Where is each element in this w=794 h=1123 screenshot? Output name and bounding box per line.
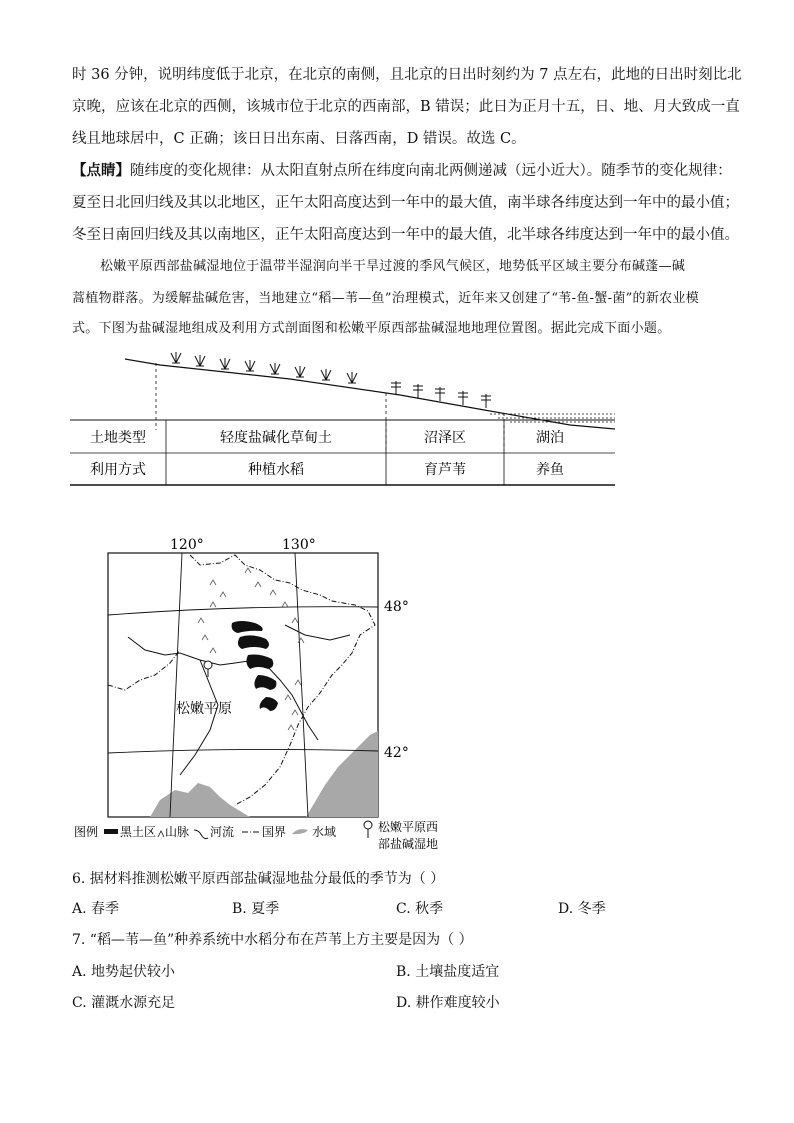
rice-plants-icon: [171, 352, 357, 383]
legend-black-soil-swatch: [104, 829, 118, 834]
solution-line-1: 时 36 分钟，说明纬度低于北京，在北京的南侧，且北京的日出时刻约为 7 点左右，此地的日出时刻比北: [72, 67, 742, 83]
reed-plants-icon: [391, 381, 491, 408]
row1-header: 土地类型: [90, 430, 146, 446]
plain-label: 松嫩平原: [176, 701, 232, 717]
lake-water-lines: [490, 414, 615, 422]
question-6-stem: 6. 据材料推测松嫩平原西部盐碱湿地盐分最低的季节为（ ）: [72, 871, 445, 887]
tip-line-1-text: 随纬度的变化规律：从太阳直射点所在纬度向南北两侧递减（远小近大）。随季节的变化规律：: [130, 163, 732, 179]
legend-black-soil: 黑土区: [120, 825, 157, 839]
legend-wetland-line2: 部盐碱湿地: [378, 837, 439, 851]
q6-option-d[interactable]: D. 冬季: [558, 901, 606, 917]
legend-mountain-icon: [158, 831, 164, 837]
solution-line-2: 京晚，应该在北京的西侧，该城市位于北京的西南部，B 错误；此日为正月十五，日、地、月大致成一直: [72, 99, 740, 115]
intro-line-3: 式。下图为盐碱湿地组成及利用方式剖面图和松嫩平原西部盐碱湿地地理位置图。据此完成下面小题。: [72, 321, 671, 336]
wetland-profile-diagram: [70, 345, 620, 525]
intro-line-2: 蒿植物群落。为缓解盐碱危害，当地建立“稻—苇—鱼”治理模式，近年来又创建了“苇-鱼-蟹-菌”的新农业模: [72, 291, 700, 306]
zone-2-use: 育芦苇: [424, 462, 466, 478]
legend-wetland-line1: 松嫩平原西: [378, 820, 439, 834]
solution-line-3: 线且地球居中，C 正确；该日日出东南、日落西南，D 错误。故选 C。: [72, 131, 526, 147]
tip-tag: 【点睛】: [72, 162, 130, 179]
row2-header: 利用方式: [90, 462, 146, 478]
q7-option-a[interactable]: A. 地势起伏较小: [72, 964, 176, 980]
lat-48-label: 48°: [384, 599, 409, 615]
question-7-stem: 7. “稻—苇—鱼”种养系统中水稻分布在芦苇上方主要是因为（ ）: [72, 932, 473, 948]
zone-1-land: 轻度盐碱化草甸土: [220, 430, 332, 446]
legend-title: 图例: [74, 825, 99, 839]
legend-river-icon: [194, 830, 208, 839]
q7-option-b[interactable]: B. 土壤盐度适宜: [396, 964, 500, 980]
intro-line-1: 松嫩平原西部盐碱湿地位于温带半湿润向半干旱过渡的季风气候区，地势低平区域主要分布碱蓬—碱: [100, 259, 686, 274]
legend-wetland-icon: [364, 821, 372, 838]
legend-water: 水域: [312, 825, 337, 839]
q6-option-b[interactable]: B. 夏季: [232, 901, 280, 917]
legend-border: 国界: [262, 825, 287, 839]
location-map: [70, 535, 460, 855]
lat-42-label: 42°: [384, 745, 409, 761]
legend-mountain: 山脉: [165, 825, 190, 839]
zone-3-use: 养鱼: [536, 462, 564, 478]
lon-130-label: 130°: [282, 537, 316, 553]
terrain-slope-line: [125, 359, 615, 429]
q7-option-c[interactable]: C. 灌溉水源充足: [72, 995, 176, 1011]
tip-line-3: 冬至日南回归线及其以南地区，正午太阳高度达到一年中的最大值，北半球各纬度达到一年中的最小值。: [72, 227, 739, 243]
zone-1-use: 种植水稻: [248, 462, 304, 478]
lon-120-label: 120°: [170, 537, 204, 553]
tip-line-1: [72, 156, 732, 186]
legend-water-icon: [292, 829, 308, 834]
legend-river: 河流: [210, 825, 235, 839]
q6-option-a[interactable]: A. 春季: [72, 901, 120, 917]
tip-line-2: 夏至日北回归线及其以北地区，正午太阳高度达到一年中的最大值，南半球各纬度达到一年中的最小值；: [72, 195, 739, 211]
zone-3-land: 湖泊: [536, 430, 564, 446]
q6-option-c[interactable]: C. 秋季: [396, 901, 444, 917]
q7-option-d[interactable]: D. 耕作难度较小: [396, 995, 500, 1011]
zone-2-land: 沼泽区: [424, 430, 466, 446]
